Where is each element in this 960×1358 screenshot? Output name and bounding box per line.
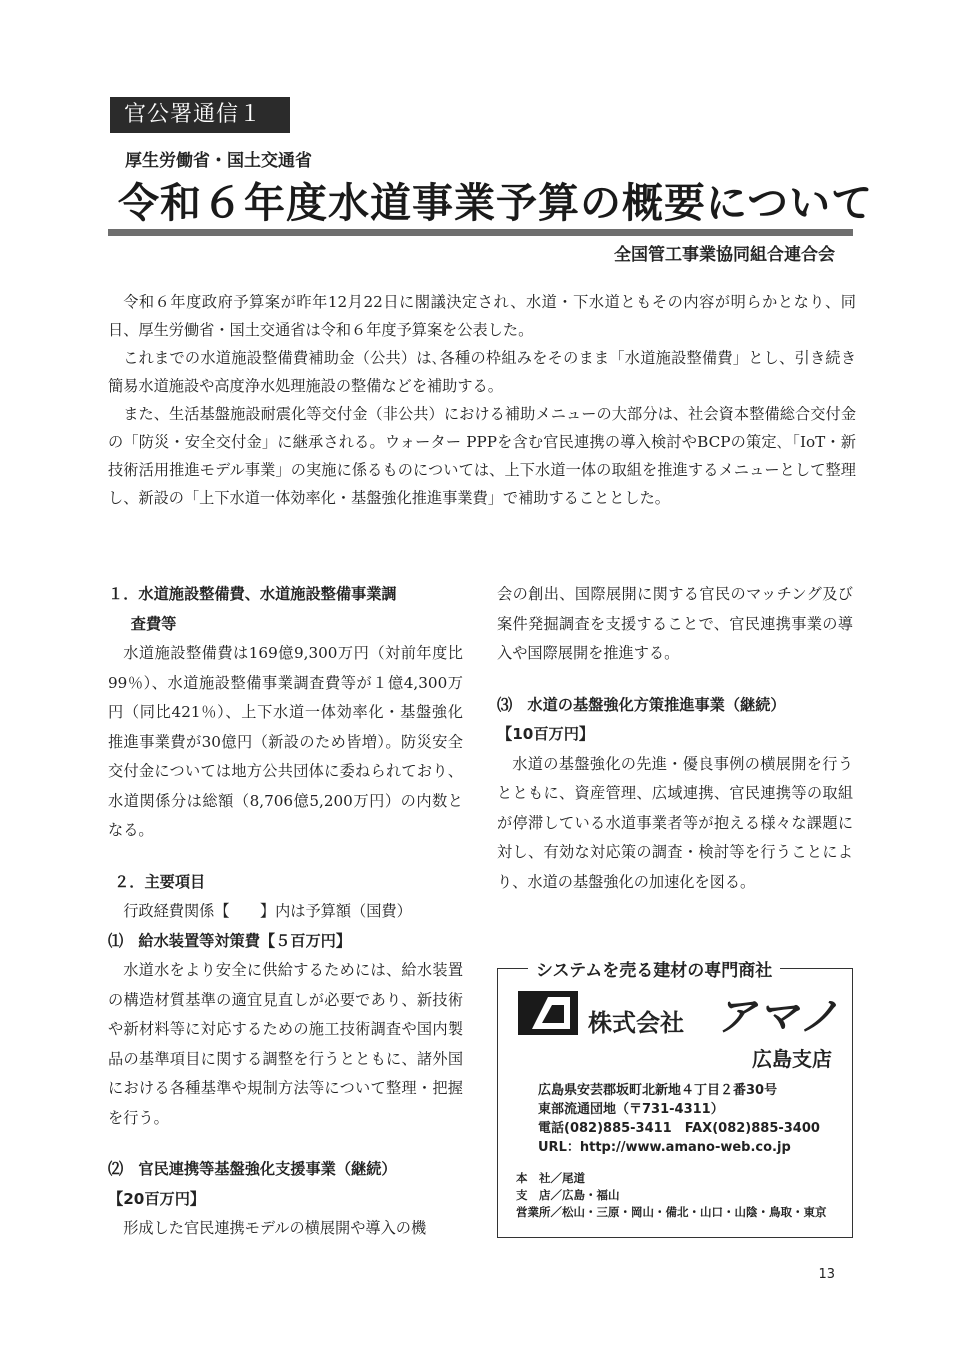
- company-logo-icon: [518, 991, 578, 1035]
- section-tag: 官公署通信１: [110, 97, 290, 133]
- item-1-heading: ⑴ 給水装置等対策費【５百万円】: [108, 931, 351, 950]
- title-divider: [108, 229, 853, 236]
- ad-address: [538, 1081, 820, 1157]
- brand-name: アマノ: [716, 994, 841, 1040]
- address-line: 東部流通団地（〒731-4311）: [538, 1102, 724, 1117]
- section-1-heading: １．水道施設整備費、水道施設整備事業調: [108, 585, 397, 603]
- ministry-label: 厚生労働省・国土交通省: [125, 151, 312, 171]
- advertisement: [497, 961, 853, 1238]
- page-number: 13: [818, 1267, 835, 1282]
- item-1-body: 水道水をより安全に供給するためには、給水装置の構造材質基準の適宜見直しが必要であり、新技術や新材料等に対応するための施工技術調査や国内製品の基準項目に関する調整を行うとともに、諸外国における各種基準や規制方法等について整理・把握を行う。: [108, 961, 463, 1127]
- item-2-body: 形成した官民連携モデルの横展開や導入の機: [123, 1219, 427, 1237]
- item-3-body: 水道の基盤強化の先進・優良事例の横展開を行うとともに、資産管理、広域連携、官民連携等の取組が停滞している水道事業者等が抱える様々な課題に対し、有効な対応策の調査・検討等を行うことにより、水道の基盤強化の加速化を図る。: [497, 754, 853, 891]
- office-line: 本 社／尾道: [516, 1171, 585, 1185]
- item-2-heading: ⑵ 官民連携等基盤強化支援事業（継続）: [108, 1160, 397, 1178]
- ad-tagline: システムを売る建材の専門商社: [528, 956, 780, 981]
- budget-note: 行政経費関係【 】内は予算額（国費）: [123, 902, 412, 920]
- section-1-heading-cont: 査費等: [130, 614, 177, 633]
- intro-paragraph: 令和６年度政府予算案が昨年12月22日に閣議決定され、水道・下水道ともその内容が明らかとなり、同日、厚生労働省・国土交通省は令和６年度予算案を公表した。: [108, 293, 856, 339]
- website-url: URL：http://www.amano-web.co.jp: [538, 1140, 791, 1155]
- address-line: 広島県安芸郡坂町北新地４丁目２番30号: [538, 1083, 778, 1098]
- right-column: [497, 580, 853, 897]
- item-2-budget: 【20百万円】: [108, 1189, 206, 1208]
- phone-fax: 電話(082)885-3411 FAX(082)885-3400: [538, 1121, 820, 1136]
- branch-name: 広島支店: [752, 1047, 832, 1071]
- ad-offices: [516, 1170, 827, 1221]
- intro-paragraph: これまでの水道施設整備費補助金（公共）は､各種の枠組みをそのまま「水道施設整備費」とし、引き続き簡易水道施設や高度浄水処理施設の整備などを補助する。: [108, 349, 856, 395]
- section-2-heading: ２．主要項目: [114, 872, 206, 891]
- item-3-heading: ⑶ 水道の基盤強化方策推進事業（継続）: [497, 695, 786, 714]
- intro-text: [108, 288, 856, 512]
- page-title: 令和６年度水道事業予算の概要について: [118, 179, 874, 227]
- office-line: 営業所／松山・三原・岡山・備北・山口・山陰・鳥取・東京: [516, 1205, 827, 1219]
- author-org: 全国管工事業協同組合連合会: [614, 245, 835, 265]
- office-line: 支 店／広島・福山: [516, 1188, 620, 1202]
- item-2-body-cont: 会の創出、国際展開に関する官民のマッチング及び案件発掘調査を支援することで、官民連携事業の導入や国際展開を推進する。: [497, 585, 853, 662]
- item-3-budget: 【10百万円】: [497, 725, 595, 743]
- section-1-body: 水道施設整備費は169億9,300万円（対前年度比99％）、水道施設整備事業調査費等が１億4,300万円（同比421％）、上下水道一体効率化・基盤強化推進事業費が30億円（新設のため皆増）。防災安全交付金については地方公共団体に委ねられており、水道関係分は総額（8,706億5,200万円）の内数となる。: [108, 644, 463, 839]
- left-column: [108, 580, 463, 1244]
- intro-paragraph: また、生活基盤施設耐震化等交付金（非公共）における補助メニューの大部分は、社会資本整備総合交付金の「防災・安全交付金」に継承される。ウォーター PPPを含む官民連携の導入検討やBCPの策定､「IoT・新技術活用推進モデル事業」の実施に係るものについては、上下水道一体の取組を推進するメニューとして整理し、新設の「上下水道一体効率化・基盤強化推進事業費」で補助することとした。: [108, 405, 856, 507]
- company-type: 株式会社: [588, 1009, 684, 1037]
